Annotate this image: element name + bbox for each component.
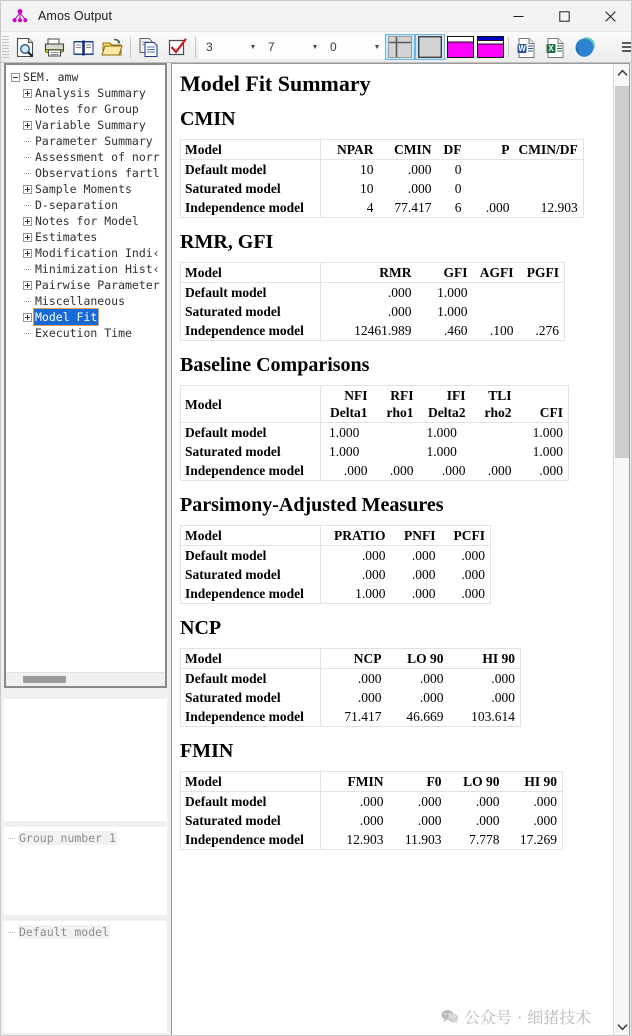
cell: 103.614 (471, 709, 515, 725)
tree-item-observations-farthest[interactable] (11, 165, 165, 181)
tree-item-label: Observations fartl (35, 166, 160, 180)
cell: .000 (411, 586, 436, 602)
cell: 0 (454, 181, 462, 197)
row-label: Independence model (181, 584, 321, 604)
tree-item-label: Parameter Summary (35, 134, 153, 148)
tree-item-model-fit[interactable] (11, 309, 165, 325)
tree-item-notes-for-group[interactable] (11, 101, 165, 117)
col-tli (471, 386, 517, 423)
section-heading-fmin: FMIN (180, 740, 234, 763)
col-pnfi: PNFI (391, 526, 441, 546)
cell (519, 283, 565, 303)
col-cmin: CMIN (379, 140, 437, 160)
show-panel-toggle[interactable] (415, 34, 445, 60)
cell: .276 (535, 323, 559, 339)
cell: .000 (417, 813, 442, 829)
row-label: Saturated model (181, 811, 321, 830)
cell: .000 (361, 548, 386, 564)
section-heading-cmin: CMIN (180, 108, 236, 131)
table-header-row (181, 649, 521, 669)
empty-side-panel (4, 699, 167, 821)
col-tli-line2: rho2 (484, 405, 512, 421)
open-in-browser-icon[interactable] (570, 34, 599, 61)
cell: .000 (389, 463, 414, 479)
export-to-excel-icon[interactable] (541, 34, 570, 61)
cell: .000 (407, 162, 432, 178)
col-pcfi: PCFI (441, 526, 491, 546)
col-rfi-line1: RFI (390, 388, 414, 404)
table-header-row (181, 140, 584, 160)
table-row (181, 811, 563, 830)
chevron-down-icon[interactable]: ▼ (373, 43, 381, 51)
col-lo90: LO 90 (447, 772, 505, 792)
cell: .000 (411, 548, 436, 564)
col-gfi: GFI (417, 263, 473, 283)
table-row (181, 160, 584, 180)
cell: .000 (461, 567, 485, 583)
row-label: Default model (181, 546, 321, 566)
tree-item-assessment-of-normality[interactable] (11, 149, 165, 165)
table-row (181, 423, 569, 443)
cell (467, 160, 515, 180)
tree-stub-icon (23, 297, 32, 306)
table-row (181, 283, 565, 303)
scale-factor-combo[interactable] (323, 36, 385, 59)
cell: .000 (461, 586, 485, 602)
significant-digits-combo[interactable] (261, 36, 323, 59)
minus-box-icon[interactable] (11, 73, 20, 82)
tree-item-estimates[interactable] (11, 229, 165, 245)
tree-item-label: Variable Summary (35, 118, 146, 132)
tree-item-analysis-summary[interactable] (11, 85, 165, 101)
row-label: Default model (181, 160, 321, 180)
tree-item-label: Sample Moments (35, 182, 132, 196)
print-icon[interactable] (40, 34, 69, 61)
table-row (181, 707, 521, 727)
tree-item-label: Miscellaneous (35, 294, 126, 308)
row-label: Saturated model (181, 179, 321, 198)
tree-item-label: Minimization Hist‹ (35, 262, 160, 276)
cell: 10 (360, 162, 374, 178)
tree-item-modification-indices[interactable] (11, 245, 165, 261)
scroll-down-arrow-icon[interactable] (614, 1018, 630, 1036)
cell: 1.000 (532, 444, 563, 460)
tree-item-d-separation[interactable] (11, 197, 165, 213)
tree-horizontal-scrollbar[interactable] (6, 672, 165, 686)
tree-stub-icon (7, 928, 16, 937)
col-nfi-line1: NFI (344, 388, 368, 404)
cell: 46.669 (406, 709, 444, 725)
col-agfi: AGFI (473, 263, 519, 283)
minimize-button[interactable] (495, 1, 541, 32)
col-rfi (373, 386, 419, 423)
col-fmin: FMIN (321, 772, 389, 792)
show-tree-toggle[interactable] (385, 34, 415, 60)
plus-box-icon[interactable] (23, 217, 32, 226)
watermark-text: 公众号 · 细猪技术 (464, 1008, 592, 1027)
toolbar-separator-3 (508, 37, 509, 58)
table-row (181, 321, 565, 341)
table-header-row (181, 263, 565, 283)
tree-item-label: Estimates (35, 230, 98, 244)
row-label: Default model (181, 669, 321, 689)
cell (467, 179, 515, 198)
tree-root[interactable] (11, 69, 165, 85)
col-ifi (419, 386, 471, 423)
tree-item-label: Pairwise Parameter (35, 278, 160, 292)
cell: .100 (489, 323, 514, 339)
table-layout-one-icon[interactable] (445, 34, 475, 60)
plus-box-icon[interactable] (23, 313, 32, 322)
table-row (181, 198, 584, 218)
tree-item-sample-moments[interactable] (11, 181, 165, 197)
model-list-panel (4, 921, 167, 1033)
cell: 6 (454, 200, 462, 216)
cell: 17.269 (519, 832, 557, 848)
col-model: Model (181, 386, 321, 423)
col-df: DF (437, 140, 467, 160)
col-lo90: LO 90 (387, 649, 449, 669)
plus-box-icon[interactable] (23, 249, 32, 258)
col-nfi-line2: Delta1 (330, 405, 368, 421)
cell: .000 (533, 794, 557, 810)
section-heading-rmr-gfi: RMR, GFI (180, 231, 274, 254)
table-row (181, 688, 521, 707)
cell: .000 (419, 671, 444, 687)
table-row (181, 461, 569, 481)
cell: .000 (357, 690, 382, 706)
main-body (1, 63, 632, 1036)
tree-item-label: Assessment of norr (35, 150, 160, 164)
cell (519, 302, 565, 321)
cell: .000 (343, 463, 368, 479)
cell: 1.000 (426, 425, 457, 441)
col-cfi: CFI (517, 386, 569, 423)
tree-item-miscellaneous[interactable] (11, 293, 165, 309)
row-label: Saturated model (181, 565, 321, 584)
col-npar: NPAR (321, 140, 379, 160)
cell: .000 (475, 794, 500, 810)
plus-box-icon[interactable] (23, 89, 32, 98)
cell: .000 (461, 548, 485, 564)
cell (515, 179, 584, 198)
tree-stub-icon (23, 169, 32, 178)
table-row (181, 302, 565, 321)
table-row (181, 565, 491, 584)
col-tli-line1: TLI (488, 388, 512, 404)
cell: 1.000 (532, 425, 563, 441)
cell: .000 (487, 463, 512, 479)
row-label: Default model (181, 423, 321, 443)
cell (473, 283, 519, 303)
row-label: Independence model (181, 707, 321, 727)
cell: 1.000 (437, 285, 468, 301)
chevron-down-icon[interactable]: ▼ (249, 43, 257, 51)
col-ifi-line1: IFI (446, 388, 466, 404)
row-label: Independence model (181, 321, 321, 341)
col-cmin-df: CMIN/DF (515, 140, 584, 160)
tree-root-label: SEM. amw (23, 70, 79, 84)
group-label: Group number 1 (19, 831, 116, 845)
table-rmr-gfi (180, 262, 565, 341)
cell: .000 (359, 794, 384, 810)
tree-item-label: Notes for Model (35, 214, 139, 228)
window-title: Amos Output (38, 9, 113, 23)
window-controls (495, 1, 632, 32)
left-column (4, 63, 167, 1036)
row-label: Saturated model (181, 688, 321, 707)
group-list-item[interactable] (4, 827, 167, 845)
cell: .460 (443, 323, 468, 339)
toolbar-separator-2 (195, 37, 196, 58)
plus-box-icon[interactable] (23, 185, 32, 194)
tree-item-label: Notes for Group (35, 102, 139, 116)
section-heading-ncp: NCP (180, 617, 222, 640)
col-model: Model (181, 772, 321, 792)
chevron-down-icon[interactable]: ▼ (311, 43, 319, 51)
cell: 1.000 (329, 444, 360, 460)
plus-box-icon[interactable] (23, 233, 32, 242)
cell: 11.903 (404, 832, 442, 848)
table-parsimony-adjusted-measures (180, 525, 491, 604)
cell: .000 (417, 794, 442, 810)
tree-stub-icon (23, 201, 32, 210)
tree-item-label: D-separation (35, 198, 119, 212)
print-preview-icon[interactable] (11, 34, 40, 61)
cell: 1.000 (426, 444, 457, 460)
tree-item-label: Modification Indi‹ (35, 246, 160, 260)
output-tree (6, 65, 165, 341)
cell: .000 (419, 690, 444, 706)
tree-item-pairwise-parameter[interactable] (11, 277, 165, 293)
output-document (172, 64, 614, 1036)
cell: 1.000 (329, 425, 360, 441)
row-label: Saturated model (181, 442, 321, 461)
col-rmr: RMR (321, 263, 417, 283)
amos-path-diagram-icon (11, 7, 29, 25)
col-ifi-line2: Delta2 (428, 405, 466, 421)
tree-item-notes-for-model[interactable] (11, 213, 165, 229)
col-pratio: PRATIO (321, 526, 391, 546)
tree-item-variable-summary[interactable] (11, 117, 165, 133)
col-hi90: HI 90 (505, 772, 563, 792)
col-p: P (467, 140, 515, 160)
tree-stub-icon (7, 834, 16, 843)
col-model: Model (181, 526, 321, 546)
plus-box-icon[interactable] (23, 121, 32, 130)
col-hi90: HI 90 (449, 649, 521, 669)
document-vertical-scrollbar[interactable] (613, 64, 629, 1036)
cell (373, 442, 419, 461)
table-header-row (181, 772, 563, 792)
table-header-row (181, 386, 569, 423)
model-label: Default model (19, 925, 110, 939)
col-model: Model (181, 140, 321, 160)
cell: .000 (407, 181, 432, 197)
export-to-word-icon[interactable] (512, 34, 541, 61)
section-heading-baseline-comparisons: Baseline Comparisons (180, 354, 370, 377)
decimal-places-value: 3 (206, 40, 213, 54)
maximize-button[interactable] (541, 1, 587, 32)
cell (373, 423, 419, 443)
title-bar (1, 1, 632, 32)
cell (471, 423, 517, 443)
row-label: Saturated model (181, 302, 321, 321)
table-row (181, 830, 563, 850)
options-checkmark-icon[interactable] (163, 34, 192, 61)
decimal-places-combo[interactable] (199, 36, 261, 59)
tree-stub-icon (23, 329, 32, 338)
col-pgfi: PGFI (519, 263, 565, 283)
cell: .000 (357, 671, 382, 687)
cell: 71.417 (344, 709, 382, 725)
tree-item-execution-time[interactable] (11, 325, 165, 341)
scroll-up-arrow-icon[interactable] (614, 64, 630, 82)
table-row (181, 546, 491, 566)
close-button[interactable] (587, 1, 632, 32)
table-cmin (180, 139, 584, 218)
col-rfi-line2: rho1 (386, 405, 414, 421)
section-heading-parsimony-adjusted-measures: Parsimony-Adjusted Measures (180, 494, 444, 517)
row-label: Default model (181, 283, 321, 303)
col-f0: F0 (389, 772, 447, 792)
plus-box-icon[interactable] (23, 281, 32, 290)
toolbar (1, 32, 632, 63)
row-label: Independence model (181, 830, 321, 850)
col-ncp: NCP (321, 649, 387, 669)
cell: 12.903 (346, 832, 384, 848)
table-row (181, 442, 569, 461)
tree-stub-icon (23, 265, 32, 274)
tree-item-label: Execution Time (35, 326, 132, 340)
table-row (181, 669, 521, 689)
cell: 4 (366, 200, 374, 216)
cell: 12.903 (540, 200, 578, 216)
cell: 1.000 (355, 586, 386, 602)
tree-stub-icon (23, 105, 32, 114)
tree-item-minimization-history[interactable] (11, 261, 165, 277)
table-baseline-comparisons (180, 385, 569, 481)
cell: 1.000 (437, 304, 468, 320)
model-list-item[interactable] (4, 921, 167, 939)
cell: .000 (361, 567, 386, 583)
cell: 12461.989 (354, 323, 412, 339)
table-fmin (180, 771, 563, 850)
row-label: Independence model (181, 198, 321, 218)
page-title: Model Fit Summary (180, 71, 371, 96)
document-scroll-thumb[interactable] (615, 86, 629, 458)
cell: .000 (539, 463, 563, 479)
cell: .000 (441, 463, 466, 479)
table-ncp (180, 648, 521, 727)
output-document-panel (171, 63, 630, 1036)
cell: .000 (491, 671, 515, 687)
view-text-output-icon[interactable] (69, 34, 98, 61)
open-file-icon[interactable] (98, 34, 127, 61)
copy-icon[interactable] (134, 34, 163, 61)
group-list-panel (4, 827, 167, 915)
cell: .000 (387, 304, 412, 320)
tree-item-label: Analysis Summary (35, 86, 146, 100)
toolbar-grip[interactable] (2, 36, 9, 58)
table-row (181, 584, 491, 604)
cell: 10 (360, 181, 374, 197)
tree-hscroll-thumb[interactable] (23, 676, 66, 683)
cell: .000 (387, 285, 412, 301)
svg-text:W: W (518, 43, 526, 53)
cell: .000 (485, 200, 510, 216)
toolbar-separator (130, 37, 131, 58)
cell (515, 160, 584, 180)
row-label: Independence model (181, 461, 321, 481)
tree-stub-icon (23, 153, 32, 162)
cell: .000 (533, 813, 557, 829)
col-model: Model (181, 649, 321, 669)
tree-item-parameter-summary[interactable] (11, 133, 165, 149)
tree-stub-icon (23, 137, 32, 146)
cell (473, 302, 519, 321)
cell (471, 442, 517, 461)
cell: .000 (475, 813, 500, 829)
scale-factor-value: 0 (330, 40, 337, 54)
table-layout-two-icon[interactable] (475, 34, 505, 60)
table-header-row (181, 526, 491, 546)
cell: .000 (491, 690, 515, 706)
cell: 77.417 (394, 200, 432, 216)
table-row (181, 792, 563, 812)
row-label: Default model (181, 792, 321, 812)
tree-item-label: Model Fit (35, 310, 98, 324)
cell: 7.778 (469, 832, 500, 848)
toolbar-overflow-button[interactable] (622, 40, 631, 54)
cell: .000 (359, 813, 384, 829)
cell: .000 (411, 567, 436, 583)
output-tree-panel (4, 63, 167, 688)
significant-digits-value: 7 (268, 40, 275, 54)
cell: 0 (454, 162, 462, 178)
table-row (181, 179, 584, 198)
svg-text:X: X (548, 43, 554, 53)
col-nfi (321, 386, 373, 423)
col-model: Model (181, 263, 321, 283)
